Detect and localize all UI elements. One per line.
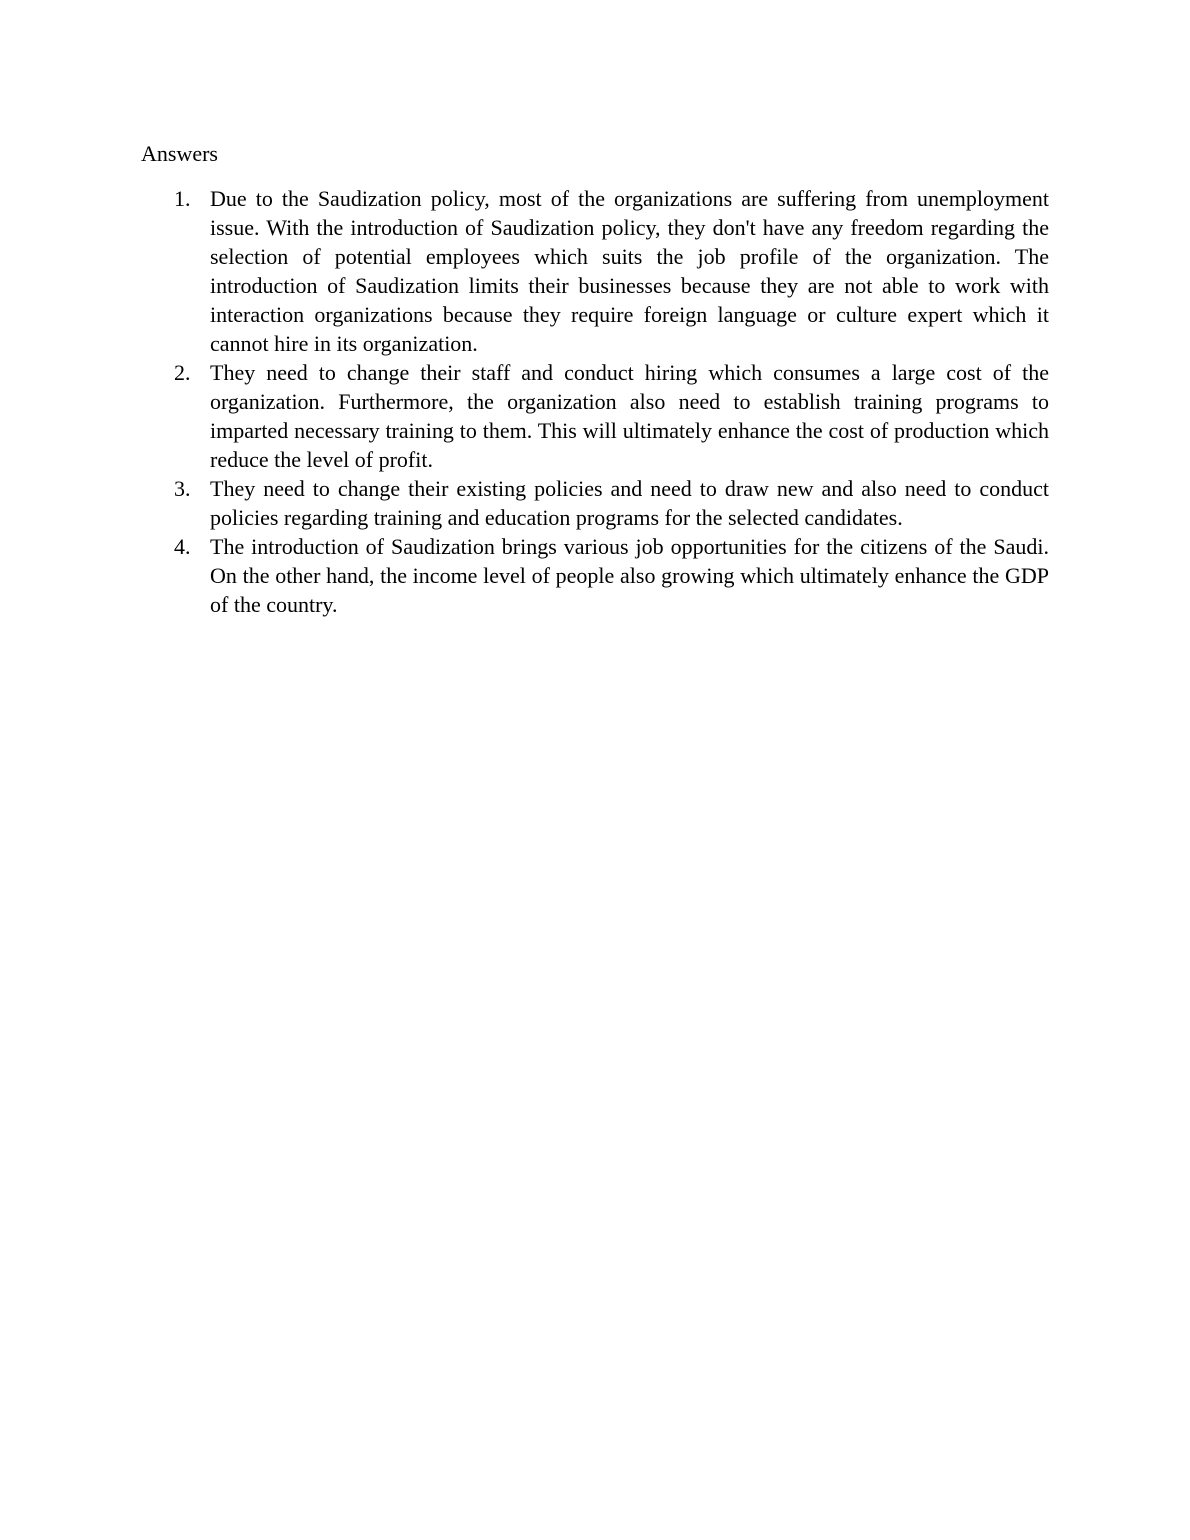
list-item-number: 1. bbox=[174, 186, 191, 211]
list-item-number: 4. bbox=[174, 534, 191, 559]
list-item bbox=[141, 184, 1049, 358]
list-item-text: They need to change their existing policies and need to draw new and also need to conduct policies regarding training and education programs for the selected candidates. bbox=[210, 476, 1049, 530]
list-item-number: 3. bbox=[174, 476, 191, 501]
list-item bbox=[141, 532, 1049, 619]
list-item bbox=[141, 474, 1049, 532]
list-item-text: The introduction of Saudization brings various job opportunities for the citizens of the Saudi. On the other hand, the income level of people also growing which ultimately enhance the GDP of the country. bbox=[210, 534, 1049, 617]
page-title: Answers bbox=[141, 141, 218, 166]
answers-list bbox=[141, 184, 1049, 619]
list-item-number: 2. bbox=[174, 360, 191, 385]
list-item-text: They need to change their staff and conduct hiring which consumes a large cost of the organization. Furthermore, the organization also need to establish training programs to imparted necessary training to them. This will ultimately enhance the cost of production which reduce the level of profit. bbox=[210, 360, 1049, 472]
list-item bbox=[141, 358, 1049, 474]
list-item-text: Due to the Saudization policy, most of the organizations are suffering from unemployment issue. With the introduction of Saudization policy, they don't have any freedom regarding the selection of potential employees which suits the job profile of the organization. The introduction of Saudization limits their businesses because they are not able to work with interaction organizations because they require foreign language or culture expert which it cannot hire in its organization. bbox=[210, 186, 1049, 356]
